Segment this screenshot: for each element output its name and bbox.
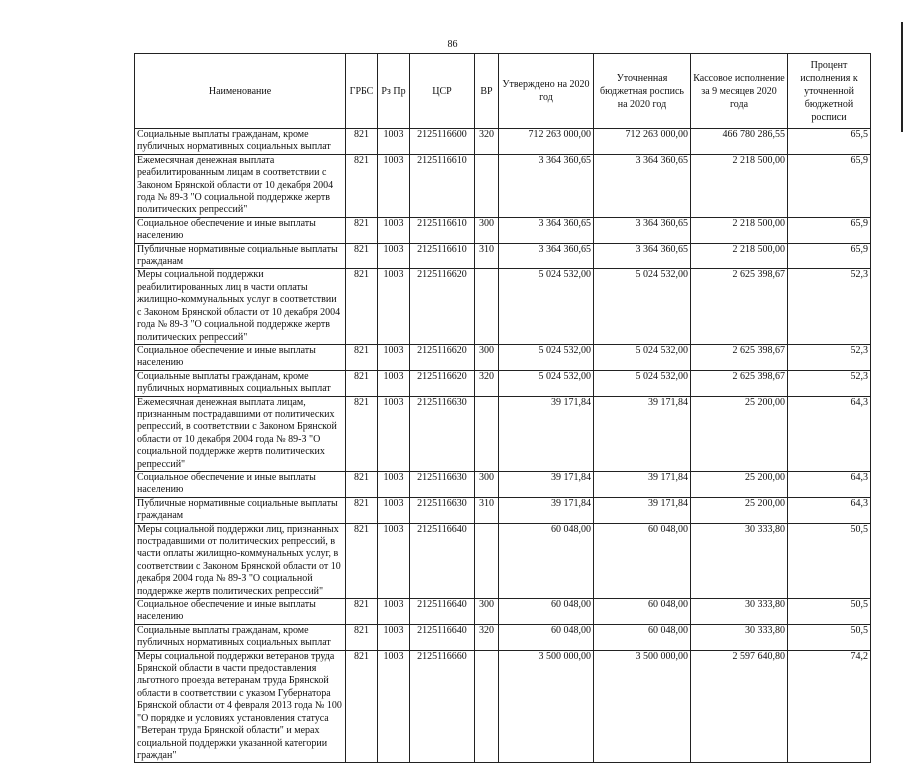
cell-csr: 2125116620	[410, 344, 475, 370]
cell-csr: 2125116630	[410, 497, 475, 523]
cell-percent: 64,3	[788, 396, 871, 471]
cell-name: Меры социальной поддержки ветеранов труда Брянской области в части предоставления льготного проезда ветеранам труда Брянской области в соответствии с указом Губернатора Брянской области от 4 февраля 2013 года № 100 "О порядке и условиях установления статуса "Ветеран труда Брянской области" и мерах социальной поддержки указанной категории граждан"	[135, 650, 346, 763]
cell-grbs: 821	[346, 624, 378, 650]
table-row	[135, 599, 871, 625]
cell-name: Ежемесячная денежная выплата лицам, признанным пострадавшими от политических репрессий, в соответствии с Законом Брянской области от 10 декабря 2004 года № 89-З "О социальной поддержке жертв политических репрессий"	[135, 396, 346, 471]
cell-name: Социальное обеспечение и иные выплаты населению	[135, 471, 346, 497]
cell-refined: 3 364 360,65	[594, 243, 691, 269]
cell-vr	[475, 523, 499, 598]
cell-name: Социальное обеспечение и иные выплаты населению	[135, 599, 346, 625]
table-row	[135, 650, 871, 763]
cell-refined: 39 171,84	[594, 497, 691, 523]
cell-grbs: 821	[346, 471, 378, 497]
cell-refined: 39 171,84	[594, 396, 691, 471]
budget-table	[134, 53, 871, 763]
page-edge-mark	[901, 22, 903, 132]
cell-percent: 65,5	[788, 129, 871, 155]
header-vr: ВР	[475, 54, 499, 129]
cell-cash: 2 218 500,00	[691, 243, 788, 269]
cell-vr	[475, 396, 499, 471]
cell-cash: 2 625 398,67	[691, 269, 788, 344]
cell-approved: 39 171,84	[499, 396, 594, 471]
cell-approved: 39 171,84	[499, 497, 594, 523]
cell-approved: 3 500 000,00	[499, 650, 594, 763]
table-header-row	[135, 54, 871, 129]
cell-name: Социальное обеспечение и иные выплаты населению	[135, 217, 346, 243]
cell-approved: 3 364 360,65	[499, 217, 594, 243]
header-approved: Утверждено на 2020 год	[499, 54, 594, 129]
cell-percent: 52,3	[788, 370, 871, 396]
cell-rzpr: 1003	[378, 396, 410, 471]
cell-cash: 2 218 500,00	[691, 217, 788, 243]
cell-name: Социальное обеспечение и иные выплаты населению	[135, 344, 346, 370]
table-row	[135, 370, 871, 396]
table-row	[135, 243, 871, 269]
table-row	[135, 129, 871, 155]
cell-rzpr: 1003	[378, 243, 410, 269]
cell-rzpr: 1003	[378, 523, 410, 598]
cell-name: Меры социальной поддержки лиц, признанных пострадавшими от политических репрессий, в части оплаты жилищно-коммунальных услуг, в соответствии с Законом Брянской области от 10 декабря 2004 года № 89-З "О социальной поддержке жертв политических репрессий"	[135, 523, 346, 598]
cell-cash: 25 200,00	[691, 471, 788, 497]
cell-cash: 30 333,80	[691, 523, 788, 598]
cell-csr: 2125116640	[410, 599, 475, 625]
cell-grbs: 821	[346, 396, 378, 471]
header-name: Наименование	[135, 54, 346, 129]
cell-vr	[475, 650, 499, 763]
table-row	[135, 497, 871, 523]
cell-grbs: 821	[346, 344, 378, 370]
cell-rzpr: 1003	[378, 624, 410, 650]
cell-approved: 5 024 532,00	[499, 344, 594, 370]
table-row	[135, 523, 871, 598]
header-cash: Кассовое исполнение за 9 месяцев 2020 года	[691, 54, 788, 129]
cell-vr	[475, 154, 499, 217]
cell-rzpr: 1003	[378, 344, 410, 370]
cell-csr: 2125116630	[410, 396, 475, 471]
cell-csr: 2125116610	[410, 154, 475, 217]
cell-name: Социальные выплаты гражданам, кроме публичных нормативных социальных выплат	[135, 129, 346, 155]
cell-vr: 320	[475, 370, 499, 396]
cell-cash: 25 200,00	[691, 396, 788, 471]
cell-vr: 300	[475, 344, 499, 370]
cell-refined: 39 171,84	[594, 471, 691, 497]
cell-refined: 60 048,00	[594, 599, 691, 625]
cell-rzpr: 1003	[378, 217, 410, 243]
cell-approved: 712 263 000,00	[499, 129, 594, 155]
cell-vr: 300	[475, 217, 499, 243]
cell-rzpr: 1003	[378, 269, 410, 344]
cell-name: Публичные нормативные социальные выплаты гражданам	[135, 243, 346, 269]
cell-approved: 5 024 532,00	[499, 370, 594, 396]
cell-cash: 2 625 398,67	[691, 344, 788, 370]
cell-rzpr: 1003	[378, 497, 410, 523]
cell-refined: 712 263 000,00	[594, 129, 691, 155]
cell-percent: 50,5	[788, 624, 871, 650]
cell-rzpr: 1003	[378, 650, 410, 763]
cell-grbs: 821	[346, 243, 378, 269]
cell-rzpr: 1003	[378, 471, 410, 497]
cell-csr: 2125116610	[410, 243, 475, 269]
cell-cash: 2 625 398,67	[691, 370, 788, 396]
cell-csr: 2125116640	[410, 624, 475, 650]
cell-csr: 2125116610	[410, 217, 475, 243]
table-row	[135, 624, 871, 650]
cell-percent: 64,3	[788, 497, 871, 523]
header-grbs: ГРБС	[346, 54, 378, 129]
cell-csr: 2125116630	[410, 471, 475, 497]
cell-grbs: 821	[346, 217, 378, 243]
cell-percent: 65,9	[788, 243, 871, 269]
cell-approved: 5 024 532,00	[499, 269, 594, 344]
page-number: 86	[447, 39, 458, 50]
cell-grbs: 821	[346, 370, 378, 396]
table-row	[135, 154, 871, 217]
cell-grbs: 821	[346, 129, 378, 155]
cell-csr: 2125116600	[410, 129, 475, 155]
table-row	[135, 217, 871, 243]
cell-name: Ежемесячная денежная выплата реабилитированным лицам в соответствии с Законом Брянской области от 10 декабря 2004 года № 89-З "О социальной поддержке жертв политических репрессий"	[135, 154, 346, 217]
cell-percent: 65,9	[788, 217, 871, 243]
cell-approved: 3 364 360,65	[499, 154, 594, 217]
cell-grbs: 821	[346, 497, 378, 523]
cell-percent: 74,2	[788, 650, 871, 763]
cell-refined: 3 364 360,65	[594, 217, 691, 243]
cell-grbs: 821	[346, 523, 378, 598]
cell-approved: 39 171,84	[499, 471, 594, 497]
cell-grbs: 821	[346, 599, 378, 625]
cell-vr: 320	[475, 129, 499, 155]
table-row	[135, 269, 871, 344]
table-row	[135, 471, 871, 497]
header-refined: Уточненная бюджетная роспись на 2020 год	[594, 54, 691, 129]
cell-vr: 300	[475, 599, 499, 625]
header-percent: Процент исполнения к уточненной бюджетной росписи	[788, 54, 871, 129]
cell-approved: 60 048,00	[499, 599, 594, 625]
table-row	[135, 396, 871, 471]
cell-cash: 30 333,80	[691, 599, 788, 625]
cell-vr	[475, 269, 499, 344]
cell-refined: 5 024 532,00	[594, 269, 691, 344]
cell-name: Меры социальной поддержки реабилитированных лиц в части оплаты жилищно-коммунальных услуг в соответствии с Законом Брянской области от 10 декабря 2004 года № 89-З "О социальной поддержке жертв политических репрессий"	[135, 269, 346, 344]
cell-name: Публичные нормативные социальные выплаты гражданам	[135, 497, 346, 523]
cell-refined: 5 024 532,00	[594, 370, 691, 396]
cell-vr: 320	[475, 624, 499, 650]
cell-name: Социальные выплаты гражданам, кроме публичных нормативных социальных выплат	[135, 370, 346, 396]
cell-rzpr: 1003	[378, 370, 410, 396]
cell-approved: 60 048,00	[499, 624, 594, 650]
header-rzpr: Рз Пр	[378, 54, 410, 129]
header-csr: ЦСР	[410, 54, 475, 129]
cell-cash: 2 597 640,80	[691, 650, 788, 763]
cell-rzpr: 1003	[378, 154, 410, 217]
cell-vr: 310	[475, 243, 499, 269]
cell-refined: 60 048,00	[594, 624, 691, 650]
cell-rzpr: 1003	[378, 129, 410, 155]
cell-percent: 50,5	[788, 599, 871, 625]
cell-refined: 5 024 532,00	[594, 344, 691, 370]
cell-name: Социальные выплаты гражданам, кроме публичных нормативных социальных выплат	[135, 624, 346, 650]
cell-grbs: 821	[346, 650, 378, 763]
cell-refined: 60 048,00	[594, 523, 691, 598]
cell-cash: 466 780 286,55	[691, 129, 788, 155]
cell-cash: 25 200,00	[691, 497, 788, 523]
cell-approved: 3 364 360,65	[499, 243, 594, 269]
cell-vr: 300	[475, 471, 499, 497]
cell-percent: 52,3	[788, 269, 871, 344]
cell-csr: 2125116620	[410, 269, 475, 344]
cell-cash: 2 218 500,00	[691, 154, 788, 217]
cell-percent: 65,9	[788, 154, 871, 217]
cell-csr: 2125116620	[410, 370, 475, 396]
cell-vr: 310	[475, 497, 499, 523]
cell-percent: 52,3	[788, 344, 871, 370]
cell-cash: 30 333,80	[691, 624, 788, 650]
cell-grbs: 821	[346, 269, 378, 344]
cell-refined: 3 364 360,65	[594, 154, 691, 217]
cell-csr: 2125116640	[410, 523, 475, 598]
cell-refined: 3 500 000,00	[594, 650, 691, 763]
table-row	[135, 344, 871, 370]
cell-approved: 60 048,00	[499, 523, 594, 598]
cell-percent: 64,3	[788, 471, 871, 497]
cell-rzpr: 1003	[378, 599, 410, 625]
cell-percent: 50,5	[788, 523, 871, 598]
cell-grbs: 821	[346, 154, 378, 217]
cell-csr: 2125116660	[410, 650, 475, 763]
